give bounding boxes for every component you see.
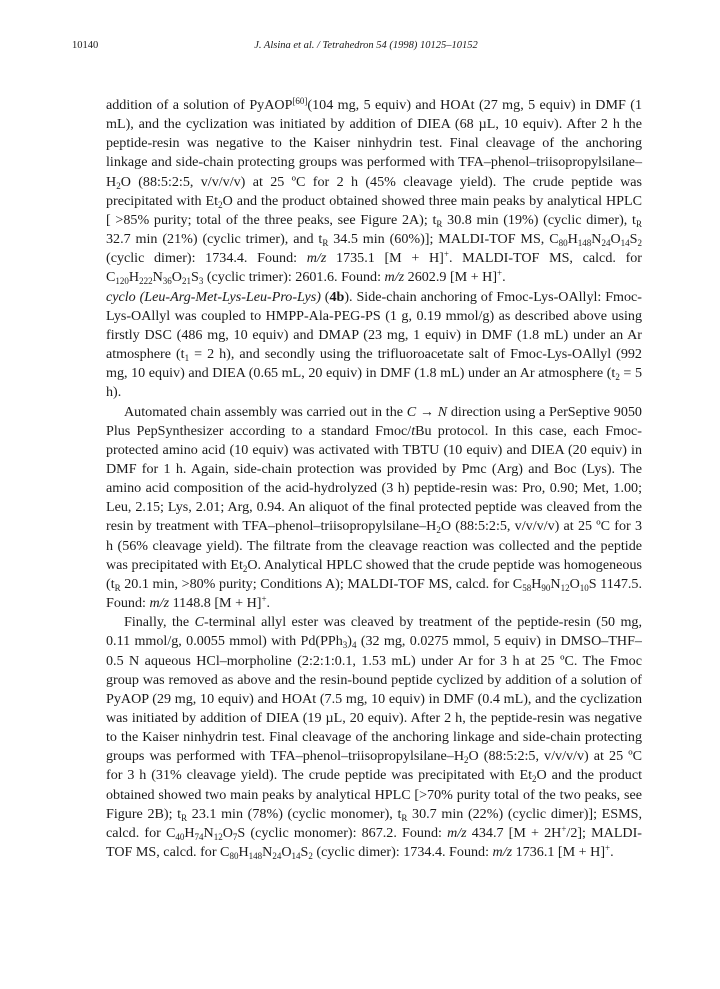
subscript: 7: [232, 831, 238, 842]
subscript: 3: [198, 276, 204, 287]
subscript: 2: [308, 851, 313, 862]
subscript: 36: [162, 276, 172, 287]
subscript: 14: [291, 851, 301, 862]
subscript: 4: [352, 640, 357, 651]
subscript: R: [401, 812, 408, 823]
text-run: O (88:5:2:5, v/v/v/v) at 25 ºC for 3 h (31% cleavage yield). The crude peptide was precipitated with Et: [106, 748, 642, 784]
text-run: . MALDI-TOF MS, calcd. for C: [106, 250, 642, 286]
subscript: 14: [620, 238, 630, 249]
superscript: +: [605, 843, 611, 854]
text-run: 1736.1 [M + H]: [512, 844, 606, 861]
subscript: 1: [184, 353, 190, 364]
subscript: 21: [181, 276, 191, 287]
subscript: 74: [194, 831, 204, 842]
text-run: 1735.1 [M + H]: [326, 250, 444, 267]
text-run: O (88:5:2:5, v/v/v/v) at 25 ºC for 3 h (56% cleavage yield). The filtrate from the cleavage reaction was collected and the peptide was precipitated with Et: [106, 518, 642, 573]
text-run: m/z: [447, 824, 467, 841]
paragraph-p3: [106, 403, 642, 614]
subscript: R: [181, 812, 188, 823]
text-run: H: [531, 575, 542, 592]
text-run: m/z: [492, 844, 513, 861]
body-text: [106, 96, 642, 862]
text-run: -terminal allyl ester was cleaved by treatment of the peptide-resin (50 mg, 0.11 mmol/g, 0.0055 mmol) with Pd(PPh: [106, 614, 642, 650]
running-head: J. Alsina et al. / Tetrahedron 54 (1998) 10125–10152: [254, 40, 478, 51]
text-run: (cyclic trimer): 2601.6. Found:: [203, 269, 385, 286]
text-run: C: [194, 614, 204, 631]
text-run: N: [262, 844, 273, 861]
text-run: O. Analytical HPLC showed that the crude peptide was homogeneous (t: [106, 556, 642, 592]
page-header: [72, 40, 660, 56]
superscript: [60]: [292, 96, 308, 106]
superscript: +: [497, 268, 503, 279]
subscript: 10: [579, 582, 589, 593]
subscript: 3: [342, 640, 348, 651]
subscript: 148: [248, 851, 263, 862]
text-run: = 5 h).: [106, 365, 642, 401]
text-run: 2602.9 [M + H]: [404, 269, 498, 286]
subscript: R: [322, 238, 329, 249]
text-run: N: [437, 403, 448, 420]
subscript: 24: [601, 238, 611, 249]
subscript: 80: [558, 238, 568, 249]
text-run: .: [610, 844, 614, 861]
text-run: →: [416, 403, 438, 420]
text-run: H: [238, 844, 249, 861]
text-run: O (88:5:2:5, v/v/v/v) at 25 ºC for 2 h (45% cleavage yield). The crude peptide was precipitated with Et: [106, 173, 642, 209]
text-run: H: [567, 231, 578, 248]
text-run: addition of a solution of PyAOP: [106, 97, 293, 113]
text-run: O: [171, 269, 182, 286]
subscript: 12: [560, 582, 570, 593]
text-run: O: [569, 575, 580, 592]
text-run: 4b: [329, 288, 345, 305]
text-run: S: [629, 231, 638, 248]
superscript: +: [261, 594, 267, 605]
text-run: m/z: [306, 250, 327, 267]
text-run: (32 mg, 0.0275 mmol, 5 equiv) in DMSO–THF–0.5 N aqueous HCl–morpholine (2:2:1:0.1, 1.53 mL) under Ar for 3 h at 25 ºC. The Fmoc group was removed as above and the resin-bound peptide cyclized by addition of a solution of PyAOP (29 mg, 10 equiv) and HOAt (7.5 mg, 10 equiv) in DMF (0.4 mL), and the cyclization was initiated by addition of DIEA (19 µL, 20 equiv). After 2 h, the peptide-resin was negative to the Kaiser ninhydrin test. Final cleavage of the anchoring linkage and side-chain protecting groups was performed with TFA–phenol–triisopropylsilane–H: [106, 633, 642, 765]
subscript: R: [114, 582, 121, 593]
text-run: (: [320, 288, 330, 305]
subscript: 2: [436, 525, 441, 536]
subscript: 24: [272, 851, 282, 862]
subscript: 12: [213, 831, 223, 842]
text-run: Bu protocol. In this case, each Fmoc-protected amino acid (10 equiv) was activated with TBTU (10 equiv) and DIEA (20 equiv) in DMF for 1 h. Again, side-chain protection was provided by Pmc (Arg) and Boc (Lys). The amino acid composition of the acid-hydrolyzed (3 h) peptide-resin was: Pro, 0.90; Met, 1.00; Leu, 2.15; Lys, 2.01; Arg, 0.94. An aliquot of the final protected peptide was cleaved from the resin by treatment with TFA–phenol–triisopropylsilane–H: [106, 422, 642, 535]
text-run: O: [610, 231, 621, 248]
superscript: +: [561, 823, 567, 834]
text-run: O: [222, 824, 233, 841]
subscript: 148: [577, 238, 592, 249]
text-run: (cyclic dimer): 1734.4. Found:: [106, 250, 307, 267]
text-run: H: [128, 269, 140, 286]
subscript: 2: [242, 563, 248, 574]
text-run: N: [152, 269, 163, 286]
text-run: 1148.8 [M + H]: [169, 595, 262, 612]
text-run: /2]; MALDI-TOF MS, calcd. for C: [106, 824, 642, 861]
text-run: m/z: [384, 269, 405, 286]
text-run: Automated chain assembly was carried out in the: [124, 403, 407, 420]
text-run: S 1147.5. Found:: [106, 575, 642, 612]
text-run: = 2 h), and secondly using the trifluoroacetate salt of Fmoc-Lys-OAllyl (992 mg, 10 equiv) and DIEA (0.65 mL, 20 equiv) in DMF (1.8 mL) under an Ar atmosphere (t: [106, 346, 642, 382]
text-run: 23.1 min (78%) (cyclic monomer), t: [187, 805, 402, 822]
text-run: N: [203, 824, 214, 841]
paragraph-p1: [106, 96, 642, 288]
subscript: 90: [541, 582, 551, 593]
text-run: N: [550, 575, 561, 592]
text-run: O: [281, 844, 292, 861]
subscript: 80: [229, 851, 239, 862]
text-run: (104 mg, 5 equiv) and HOAt (27 mg, 5 equiv) in DMF (1 mL), and the cyclization was initiated by addition of DIEA (68 µL, 10 equiv). After 2 h the peptide-resin was negative to the Kaiser ninhydrin test. Final cleavage of the anchoring linkage and side-chain protecting groups was performed with TFA–phenol–triisopropylsilane–H: [106, 97, 642, 190]
text-run: C: [406, 403, 417, 420]
text-run: S: [190, 269, 199, 286]
text-run: 34.5 min (60%)]; MALDI-TOF MS, C: [328, 231, 559, 248]
text-run: O and the product obtained showed two main peaks by analytical HPLC [>70% purity total of the two peaks, see Figure 2B); t: [106, 767, 642, 822]
subscript: 58: [522, 582, 532, 593]
text-run: cyclo (Leu-Arg-Met-Lys-Leu-Pro-Lys): [106, 288, 321, 305]
superscript: +: [443, 249, 449, 260]
subscript: 40: [175, 831, 185, 842]
text-run: H: [184, 824, 195, 841]
text-run: m/z: [149, 595, 170, 612]
subscript: 2: [218, 199, 223, 210]
text-run: ). Side-chain anchoring of Fmoc-Lys-OAllyl: Fmoc-Lys-OAllyl was coupled to HMPP-Ala-PEG-PS (1 g, 0.19 mmol/g) as described above using firstly DSC (486 mg, 10 equiv) and DMAP (23 mg, 1 equiv) in DMF (1.8 mL) under an Ar atmosphere (t: [106, 288, 643, 363]
text-run: .: [502, 269, 506, 286]
subscript: R: [635, 218, 642, 229]
subscript: 2: [116, 180, 121, 191]
paragraph-p2: [106, 288, 642, 403]
text-run: 32.7 min (21%) (cyclic trimer), and t: [106, 231, 323, 248]
text-run: ): [347, 633, 352, 650]
text-run: t: [411, 422, 416, 439]
text-run: 30.8 min (19%) (cyclic dimer), t: [442, 211, 636, 228]
text-run: direction using a PerSeptive 9050 Plus PepSynthesizer according to a standard Fmoc/: [106, 403, 642, 439]
subscript: 2: [532, 774, 537, 785]
text-run: S (cyclic monomer): 867.2. Found:: [237, 824, 448, 841]
text-run: 30.7 min (22%) (cyclic dimer)]; ESMS, calcd. for C: [106, 805, 642, 841]
text-run: Finally, the: [124, 614, 195, 631]
subscript: 222: [139, 276, 153, 287]
paragraph-p4: [106, 613, 642, 862]
subscript: 2: [615, 372, 620, 383]
text-run: (cyclic dimer): 1734.4. Found:: [312, 844, 493, 861]
subscript: 120: [115, 276, 129, 287]
text-run: .: [266, 595, 271, 612]
subscript: R: [436, 218, 443, 229]
subscript: 2: [464, 755, 469, 766]
text-run: N: [591, 231, 602, 248]
subscript: 2: [637, 238, 642, 249]
text-run: O and the product obtained showed three main peaks by analytical HPLC [ >85% purity; total of the three peaks, see Figure 2A); t: [106, 192, 642, 228]
text-run: 20.1 min, >80% purity; Conditions A); MALDI-TOF MS, calcd. for C: [120, 575, 523, 592]
text-run: S: [300, 844, 309, 861]
page-number: 10140: [72, 40, 99, 51]
text-run: 434.7 [M + 2H: [466, 824, 562, 841]
